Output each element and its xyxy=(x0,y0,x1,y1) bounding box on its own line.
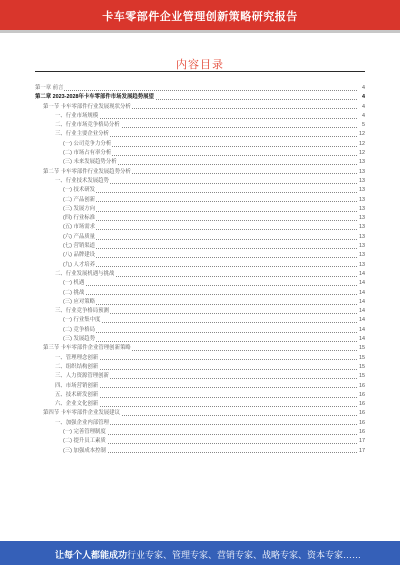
toc-entry-text: (三) 未来发展趋势分析 xyxy=(35,158,118,167)
toc-entry-text: 第四节 卡车零部件企业发展建议 xyxy=(35,409,121,418)
toc-entry-text: (一) 行业集中度 xyxy=(35,316,101,325)
toc-entry-text: 第二章 2023-2028年卡车零部件市场发展趋势展望 xyxy=(35,93,155,102)
toc-entry-page: 13 xyxy=(358,196,365,205)
toc-entry[interactable] xyxy=(35,335,365,344)
toc-entry-page: 13 xyxy=(358,233,365,242)
toc-entry-text: 一、加强企业内部管理 xyxy=(35,419,110,428)
toc-entry[interactable] xyxy=(35,261,365,270)
toc-divider xyxy=(35,71,365,72)
toc-entry[interactable] xyxy=(35,409,365,418)
toc-entry-text: (二) 提升员工素质 xyxy=(35,437,107,446)
toc-entry[interactable] xyxy=(35,130,365,139)
toc-entry-page: 4 xyxy=(361,112,365,121)
footer-band xyxy=(0,541,400,565)
toc-entry-page: 13 xyxy=(358,223,365,232)
toc-entry-page: 13 xyxy=(358,177,365,186)
toc-leader-dots xyxy=(35,90,357,91)
toc-entry-page: 12 xyxy=(358,149,365,158)
toc-entry[interactable] xyxy=(35,177,365,186)
toc-entry-page: 14 xyxy=(358,326,365,335)
toc-entry-text: (三) 加强成本控制 xyxy=(35,447,107,456)
toc-entry[interactable] xyxy=(35,316,365,325)
toc-entry[interactable] xyxy=(35,93,365,102)
toc-entry-page: 14 xyxy=(358,335,365,344)
toc-entry-text: (一) 完善管理制度 xyxy=(35,428,107,437)
toc-entry[interactable] xyxy=(35,382,365,391)
toc-entry-page: 14 xyxy=(358,270,365,279)
toc-entry[interactable] xyxy=(35,289,365,298)
report-title: 卡车零部件企业管理创新策略研究报告 xyxy=(102,11,298,23)
toc-entry[interactable] xyxy=(35,326,365,335)
toc-entry-text: (二) 市场占有率分析 xyxy=(35,149,112,158)
toc-entry-page: 16 xyxy=(358,419,365,428)
footer-slogan: 让每个人都能成功 xyxy=(55,550,128,560)
toc-entry[interactable] xyxy=(35,223,365,232)
footer-services: 行业专家、管理专家、营销专家、战略专家、资本专家…… xyxy=(127,550,362,560)
toc-title: 内容目录 xyxy=(176,59,224,71)
toc-entry-text: (四) 行业标准 xyxy=(35,214,96,223)
toc-entry-text: (三) 应对策略 xyxy=(35,298,96,307)
toc-entry[interactable] xyxy=(35,419,365,428)
toc-entry-page: 16 xyxy=(358,428,365,437)
toc-entry[interactable] xyxy=(35,363,365,372)
toc-entry-text: (五) 市场需求 xyxy=(35,223,96,232)
toc-entry-page: 17 xyxy=(358,437,365,446)
toc-entry[interactable] xyxy=(35,372,365,381)
toc-entry-page: 15 xyxy=(358,372,365,381)
toc-entry-page: 16 xyxy=(358,409,365,418)
header-stripe xyxy=(0,30,400,33)
toc-entry[interactable] xyxy=(35,400,365,409)
toc-entry-page: 4 xyxy=(361,84,365,93)
toc-entry-text: 四、市场营销创新 xyxy=(35,382,99,391)
toc-entry-page: 14 xyxy=(358,298,365,307)
toc-entry[interactable] xyxy=(35,214,365,223)
toc-entry[interactable] xyxy=(35,196,365,205)
toc-entry[interactable] xyxy=(35,186,365,195)
toc-entry-text: 三、行业主要企业分析 xyxy=(35,130,110,139)
toc-entry[interactable] xyxy=(35,121,365,130)
toc-entry[interactable] xyxy=(35,103,365,112)
toc-entry-page: 16 xyxy=(358,382,365,391)
toc-entry[interactable] xyxy=(35,307,365,316)
toc-entry[interactable] xyxy=(35,298,365,307)
toc-entry-text: 二、行业市场竞争格局分析 xyxy=(35,121,121,130)
toc-entry-page: 17 xyxy=(358,447,365,456)
toc-entry-page: 14 xyxy=(358,307,365,316)
toc-entry-page: 12 xyxy=(358,130,365,139)
toc-entry-text: 二、行业发展机遇与挑战 xyxy=(35,270,115,279)
toc-entry-text: 六、企业文化创新 xyxy=(35,400,99,409)
toc-entry-text: 第三节 卡车零部件企业管理创新策略 xyxy=(35,344,132,353)
toc-entry-text: (二) 产品创新 xyxy=(35,196,96,205)
toc-entry-text: 一、行业市场规模 xyxy=(35,112,99,121)
toc-entry-page: 4 xyxy=(361,93,365,102)
toc-entry[interactable] xyxy=(35,251,365,260)
toc-entry-page: 4 xyxy=(361,103,365,112)
toc-entry-page: 13 xyxy=(358,205,365,214)
toc-entry-page: 14 xyxy=(358,289,365,298)
toc-entry-text: 一、行业技术发展趋势 xyxy=(35,177,110,186)
toc-entry[interactable] xyxy=(35,391,365,400)
toc-entry-page: 13 xyxy=(358,158,365,167)
toc-entry[interactable] xyxy=(35,140,365,149)
toc-entry[interactable] xyxy=(35,344,365,353)
toc-entry-page: 12 xyxy=(358,140,365,149)
toc-entry[interactable] xyxy=(35,242,365,251)
toc-entry-text: (二) 竞争格局 xyxy=(35,326,96,335)
toc-entry-page: 14 xyxy=(358,316,365,325)
toc-entry-text: (二) 挑战 xyxy=(35,289,85,298)
toc-entry-page: 13 xyxy=(358,214,365,223)
toc-entry[interactable] xyxy=(35,270,365,279)
toc-entry-page: 16 xyxy=(358,391,365,400)
toc-entry-text: 第二节 卡车零部件行业发展趋势分析 xyxy=(35,168,132,177)
toc-entry[interactable] xyxy=(35,437,365,446)
toc-entry-text: 第一节 卡车零部件行业发展现状分析 xyxy=(35,103,132,112)
toc-entry[interactable] xyxy=(35,205,365,214)
toc-entry-page: 15 xyxy=(358,344,365,353)
toc-entry[interactable] xyxy=(35,354,365,363)
toc-entry-text: (一) 技术研发 xyxy=(35,186,96,195)
toc-entry-text: 第一章 前言 xyxy=(35,84,64,93)
toc-entry-text: (六) 产品质量 xyxy=(35,233,96,242)
toc-entry[interactable] xyxy=(35,447,365,456)
toc-entry-text: (三) 发展趋势 xyxy=(35,335,96,344)
toc-entry-page: 5 xyxy=(361,121,365,130)
toc-entry-page: 16 xyxy=(358,400,365,409)
toc-entry[interactable] xyxy=(35,158,365,167)
toc-entry[interactable] xyxy=(35,149,365,158)
toc-entry-page: 15 xyxy=(358,354,365,363)
toc-entry-text: (一) 公司竞争力分析 xyxy=(35,140,112,149)
toc-entry[interactable] xyxy=(35,112,365,121)
toc-entry-page: 13 xyxy=(358,186,365,195)
toc-entry-text: 三、行业竞争格局预测 xyxy=(35,307,110,316)
toc-entry-page: 13 xyxy=(358,168,365,177)
toc-entry-text: 三、人力资源管理创新 xyxy=(35,372,110,381)
toc-entry-text: (三) 发展方向 xyxy=(35,205,96,214)
toc-entry-text: 一、管理理念创新 xyxy=(35,354,99,363)
toc-entry[interactable] xyxy=(35,168,365,177)
toc-entry-text: 五、技术研发创新 xyxy=(35,391,99,400)
toc-entry-page: 13 xyxy=(358,251,365,260)
toc-entry[interactable] xyxy=(35,428,365,437)
toc-entry-text: (一) 机遇 xyxy=(35,279,85,288)
toc-entry[interactable] xyxy=(35,279,365,288)
toc-entry-page: 14 xyxy=(358,279,365,288)
toc-entry-text: (七) 营销渠道 xyxy=(35,242,96,251)
toc-entry-text: (八) 品牌建设 xyxy=(35,251,96,260)
toc-entry-page: 13 xyxy=(358,261,365,270)
toc-entry[interactable] xyxy=(35,84,365,93)
toc-entry-text: (九) 人才培养 xyxy=(35,261,96,270)
header-band xyxy=(0,0,400,30)
toc-entry-text: 二、组织结构创新 xyxy=(35,363,99,372)
toc-entry-page: 13 xyxy=(358,242,365,251)
table-of-contents xyxy=(35,84,365,456)
toc-entry-page: 15 xyxy=(358,363,365,372)
toc-entry[interactable] xyxy=(35,233,365,242)
